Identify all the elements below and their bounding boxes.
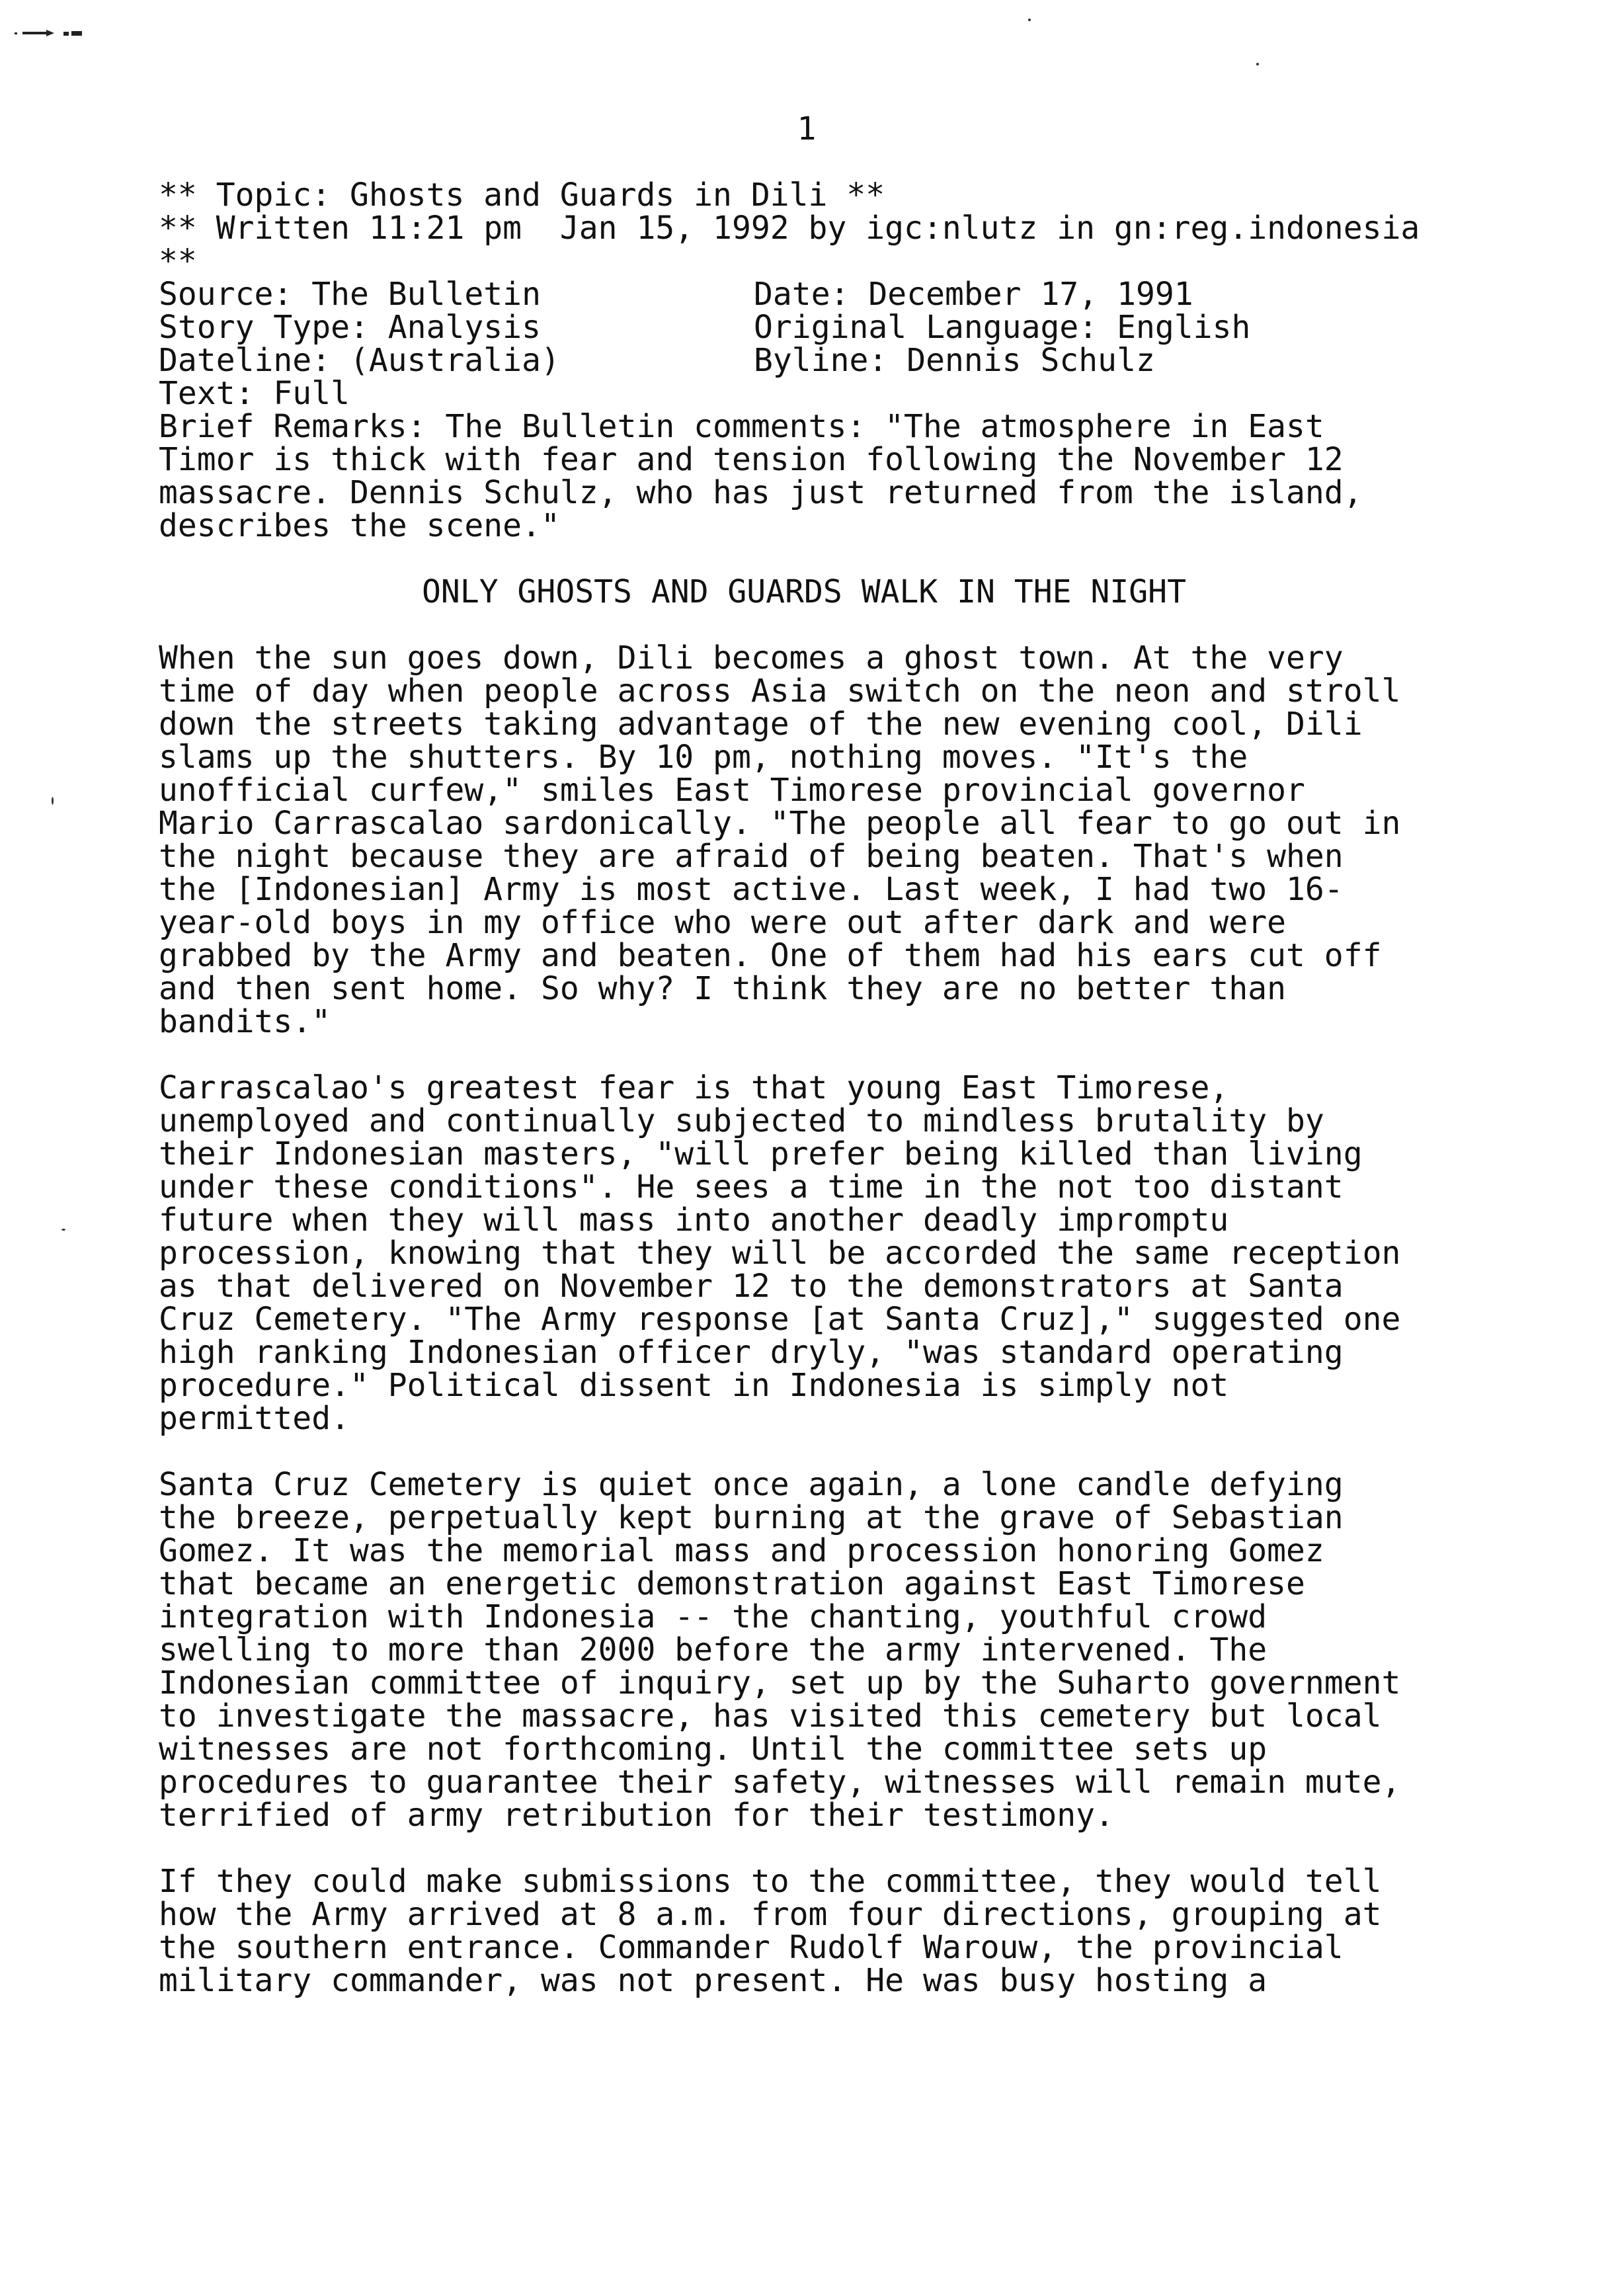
- paragraph-line: Carrascalao's greatest fear is that young East Timorese,: [159, 1069, 1229, 1106]
- paragraph-line: permitted.: [159, 1400, 350, 1437]
- paragraph-line: to investigate the massacre, has visited this cemetery but local: [159, 1698, 1382, 1735]
- body-paragraph: [159, 1865, 1481, 1997]
- remarks-line: massacre. Dennis Schulz, who has just returned from the island,: [159, 474, 1363, 511]
- paragraph-line: high ranking Indonesian officer dryly, "was standard operating: [159, 1334, 1344, 1371]
- paragraph-line: When the sun goes down, Dili becomes a ghost town. At the very: [159, 639, 1344, 676]
- paragraph-line: their Indonesian masters, "will prefer being killed than living: [159, 1135, 1363, 1172]
- paragraph-line: procedures to guarantee their safety, witnesses will remain mute,: [159, 1764, 1401, 1801]
- scan-speck: [52, 797, 54, 805]
- paragraph-line: Mario Carrascalao sardonically. "The people all fear to go out in: [159, 805, 1401, 842]
- story-type-field: Story Type: Analysis: [159, 309, 541, 346]
- paragraph-line: procedure." Political dissent in Indonesia is simply not: [159, 1367, 1229, 1404]
- paragraph-line: time of day when people across Asia switch on the neon and stroll: [159, 673, 1401, 710]
- paragraph-line: procession, knowing that they will be accorded the same reception: [159, 1235, 1401, 1272]
- body-paragraph: [159, 1071, 1481, 1435]
- paragraph-line: year-old boys in my office who were out after dark and were: [159, 904, 1287, 941]
- paragraph-line: how the Army arrived at 8 a.m. from four directions, grouping at: [159, 1896, 1382, 1933]
- paragraph-line: If they could make submissions to the committee, they would tell: [159, 1863, 1382, 1900]
- written-line: ** Written 11:21 pm Jan 15, 1992 by igc:nlutz in gn:reg.indonesia: [159, 210, 1420, 247]
- paragraph-line: down the streets taking advantage of the new evening cool, Dili: [159, 706, 1363, 743]
- remarks-line: describes the scene.": [159, 507, 560, 544]
- paragraph-line: slams up the shutters. By 10 pm, nothing moves. "It's the: [159, 739, 1248, 776]
- paragraph-line: military commander, was not present. He was busy hosting a: [159, 1962, 1267, 1999]
- paragraph-line: future when they will mass into another deadly impromptu: [159, 1202, 1229, 1239]
- paragraph-line: bandits.": [159, 1003, 331, 1040]
- paragraph-line: under these conditions". He sees a time in the not too distant: [159, 1168, 1344, 1206]
- paragraph-line: Cruz Cemetery. "The Army response [at Santa Cruz]," suggested one: [159, 1301, 1401, 1338]
- article-body: [159, 641, 1481, 2030]
- source-field: Source: The Bulletin: [159, 276, 541, 313]
- metadata-grid: [159, 278, 1481, 377]
- paragraph-line: grabbed by the Army and beaten. One of them had his ears cut off: [159, 937, 1382, 974]
- paragraph-line: Santa Cruz Cemetery is quiet once again, a lone candle defying: [159, 1466, 1344, 1503]
- body-paragraph: [159, 1468, 1481, 1832]
- remarks-line: Brief Remarks: The Bulletin comments: "The atmosphere in East: [159, 408, 1324, 445]
- paragraph-line: Indonesian committee of inquiry, set up by the Suharto government: [159, 1664, 1401, 1702]
- topic-line: ** Topic: Ghosts and Guards in Dili **: [159, 177, 885, 214]
- paragraph-line: integration with Indonesia -- the chanting, youthful crowd: [159, 1598, 1267, 1635]
- paragraph-line: swelling to more than 2000 before the army intervened. The: [159, 1631, 1267, 1668]
- paragraph-line: witnesses are not forthcoming. Until the committee sets up: [159, 1731, 1267, 1768]
- paragraph-line: terrified of army retribution for their testimony.: [159, 1797, 1114, 1834]
- brief-remarks: [159, 410, 1481, 542]
- paragraph-line: as that delivered on November 12 to the demonstrators at Santa: [159, 1268, 1344, 1305]
- original-language-field: Original Language: English: [754, 309, 1251, 346]
- paragraph-line: the breeze, perpetually kept burning at the grave of Sebastian: [159, 1499, 1344, 1536]
- paragraph-line: unofficial curfew," smiles East Timorese provincial governor: [159, 772, 1305, 809]
- paragraph-line: the night because they are afraid of being beaten. That's when: [159, 838, 1344, 875]
- paragraph-line: that became an energetic demonstration against East Timorese: [159, 1565, 1305, 1602]
- scan-speck: [1028, 19, 1031, 21]
- body-paragraph: [159, 641, 1481, 1038]
- paragraph-line: Gomez. It was the memorial mass and procession honoring Gomez: [159, 1532, 1324, 1569]
- scan-speck: [1256, 63, 1259, 65]
- header-stars-line: **: [159, 243, 197, 280]
- paragraph-line: and then sent home. So why? I think they are no better than: [159, 970, 1287, 1007]
- article-headline: ONLY GHOSTS AND GUARDS WALK IN THE NIGHT: [422, 573, 1186, 610]
- scan-artifact-mark: [13, 26, 112, 40]
- dateline-field: Dateline: (Australia): [159, 342, 560, 379]
- date-field: Date: December 17, 1991: [754, 276, 1193, 313]
- scan-speck: [61, 1229, 65, 1231]
- article-header: [159, 179, 1481, 542]
- paragraph-line: unemployed and continually subjected to mindless brutality by: [159, 1102, 1324, 1139]
- paragraph-line: the southern entrance. Commander Rudolf Warouw, the provincial: [159, 1929, 1344, 1966]
- byline-field: Byline: Dennis Schulz: [754, 342, 1155, 379]
- text-type-field: Text: Full: [159, 375, 350, 412]
- paragraph-line: the [Indonesian] Army is most active. Last week, I had two 16-: [159, 871, 1344, 908]
- remarks-line: Timor is thick with fear and tension following the November 12: [159, 441, 1344, 478]
- page-number: 1: [797, 110, 817, 147]
